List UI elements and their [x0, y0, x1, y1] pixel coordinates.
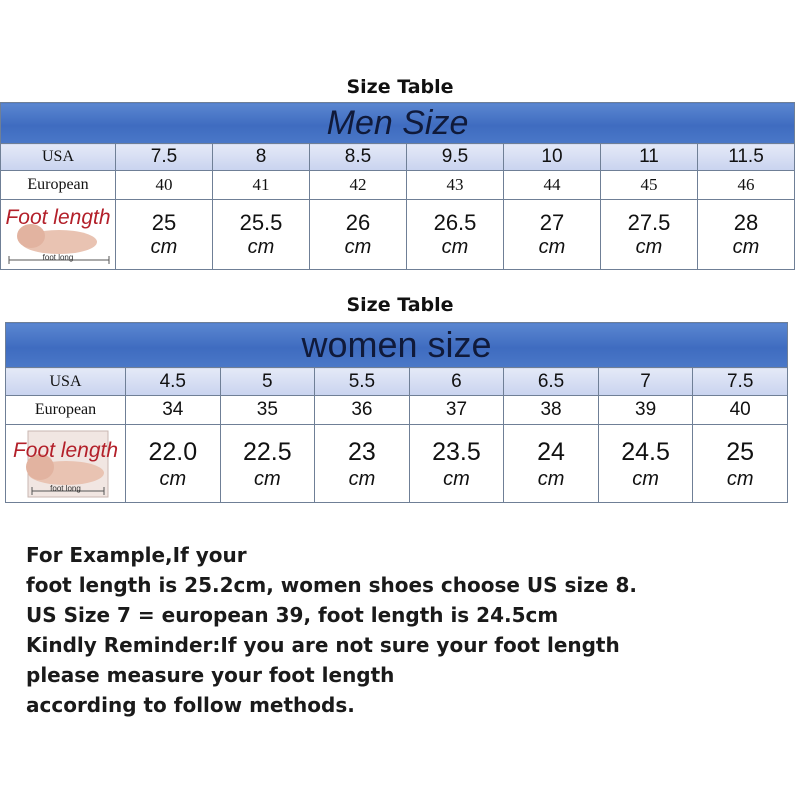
men-length-unit: cm — [150, 235, 178, 258]
size-note — [26, 540, 766, 720]
note-line: foot length is 25.2cm, women shoes choose US size 8. — [26, 573, 637, 597]
women-length-cell — [598, 425, 693, 503]
men-length-unit: cm — [441, 235, 469, 258]
men-usa-cell: 10 — [504, 144, 601, 171]
men-usa-label: USA — [1, 144, 116, 171]
men-foot-caption: foot long — [42, 253, 74, 262]
men-length-value: 25 — [151, 209, 177, 235]
women-length-value: 23.5 — [432, 437, 481, 466]
women-length-cell — [409, 425, 504, 503]
women-length-value: 22.5 — [243, 437, 292, 466]
women-eu-cell: 35 — [220, 396, 315, 425]
women-foot-label: Foot length — [12, 439, 119, 462]
women-length-value: 23 — [348, 437, 376, 466]
men-usa-cell: 7.5 — [116, 144, 213, 171]
note-line: according to follow methods. — [26, 693, 355, 717]
note-line: please measure your foot length — [26, 663, 395, 687]
women-length-cell — [504, 425, 599, 503]
men-usa-cell: 11 — [601, 144, 698, 171]
men-eu-cell: 44 — [504, 171, 601, 200]
women-length-cell — [220, 425, 315, 503]
men-eu-row — [1, 171, 795, 200]
note-line: US Size 7 = european 39, foot length is 24.5cm — [26, 603, 559, 627]
women-length-cell — [126, 425, 221, 503]
women-length-cell — [693, 425, 788, 503]
men-length-cell — [601, 200, 698, 270]
men-length-unit: cm — [344, 235, 372, 258]
men-length-unit: cm — [732, 235, 760, 258]
men-foot-cell — [1, 200, 116, 270]
note-line: Kindly Reminder:If you are not sure your foot length — [26, 633, 620, 657]
men-usa-row — [1, 144, 795, 171]
women-usa-cell: 7.5 — [693, 368, 788, 396]
women-usa-cell: 5 — [220, 368, 315, 396]
women-length-unit: cm — [726, 467, 754, 490]
women-eu-cell: 37 — [409, 396, 504, 425]
women-usa-row — [6, 368, 788, 396]
men-eu-cell: 43 — [407, 171, 504, 200]
men-length-value: 25.5 — [239, 209, 283, 235]
men-length-cell — [116, 200, 213, 270]
men-length-value: 27 — [539, 209, 565, 235]
women-eu-cell: 40 — [693, 396, 788, 425]
women-length-unit: cm — [632, 467, 659, 490]
men-eu-cell: 46 — [698, 171, 795, 200]
women-length-cell — [315, 425, 410, 503]
men-eu-cell: 45 — [601, 171, 698, 200]
men-usa-cell: 8 — [213, 144, 310, 171]
men-length-value: 26 — [345, 209, 371, 235]
women-foot-caption: foot long — [50, 484, 81, 493]
women-length-unit: cm — [348, 467, 376, 490]
men-eu-cell: 41 — [213, 171, 310, 200]
men-table-title: Size Table — [346, 76, 454, 98]
men-length-unit: cm — [538, 235, 566, 258]
men-eu-label: European — [1, 171, 116, 200]
women-eu-label: European — [6, 396, 126, 425]
men-length-value: 27.5 — [627, 209, 671, 235]
men-length-value: 28 — [733, 209, 759, 235]
men-usa-cell: 11.5 — [698, 144, 795, 171]
women-size-table — [5, 322, 788, 503]
women-table-title: Size Table — [346, 294, 454, 316]
women-length-row — [6, 425, 788, 503]
women-usa-cell: 5.5 — [315, 368, 410, 396]
men-length-value: 26.5 — [433, 209, 477, 235]
women-length-value: 22.0 — [148, 437, 198, 466]
women-eu-cell: 36 — [315, 396, 410, 425]
women-eu-cell: 39 — [598, 396, 693, 425]
women-size-header: women size — [6, 323, 788, 368]
men-foot-label: Foot length — [5, 206, 111, 229]
women-eu-cell: 38 — [504, 396, 599, 425]
women-length-unit: cm — [537, 467, 565, 490]
men-length-row — [1, 200, 795, 270]
women-foot-cell — [6, 425, 126, 503]
men-size-header: Men Size — [1, 103, 795, 144]
women-usa-cell: 6 — [409, 368, 504, 396]
men-eu-cell: 42 — [310, 171, 407, 200]
women-length-unit: cm — [443, 467, 470, 490]
women-length-unit: cm — [159, 467, 187, 490]
men-usa-cell: 9.5 — [407, 144, 504, 171]
men-eu-cell: 40 — [116, 171, 213, 200]
men-length-cell — [504, 200, 601, 270]
men-length-cell — [407, 200, 504, 270]
men-length-cell — [310, 200, 407, 270]
note-line: For Example,If your — [26, 543, 247, 567]
women-length-value: 25 — [726, 437, 755, 466]
women-length-value: 24 — [537, 437, 565, 466]
women-length-unit: cm — [254, 467, 281, 490]
women-usa-cell: 4.5 — [126, 368, 221, 396]
men-length-unit: cm — [635, 235, 663, 258]
men-size-table — [0, 102, 795, 270]
women-usa-cell: 6.5 — [504, 368, 599, 396]
men-length-unit: cm — [247, 235, 275, 258]
women-length-value: 24.5 — [621, 437, 670, 466]
men-length-cell — [213, 200, 310, 270]
women-usa-cell: 7 — [598, 368, 693, 396]
men-length-cell — [698, 200, 795, 270]
women-eu-row — [6, 396, 788, 425]
men-usa-cell: 8.5 — [310, 144, 407, 171]
women-usa-label: USA — [6, 368, 126, 396]
women-eu-cell: 34 — [126, 396, 221, 425]
